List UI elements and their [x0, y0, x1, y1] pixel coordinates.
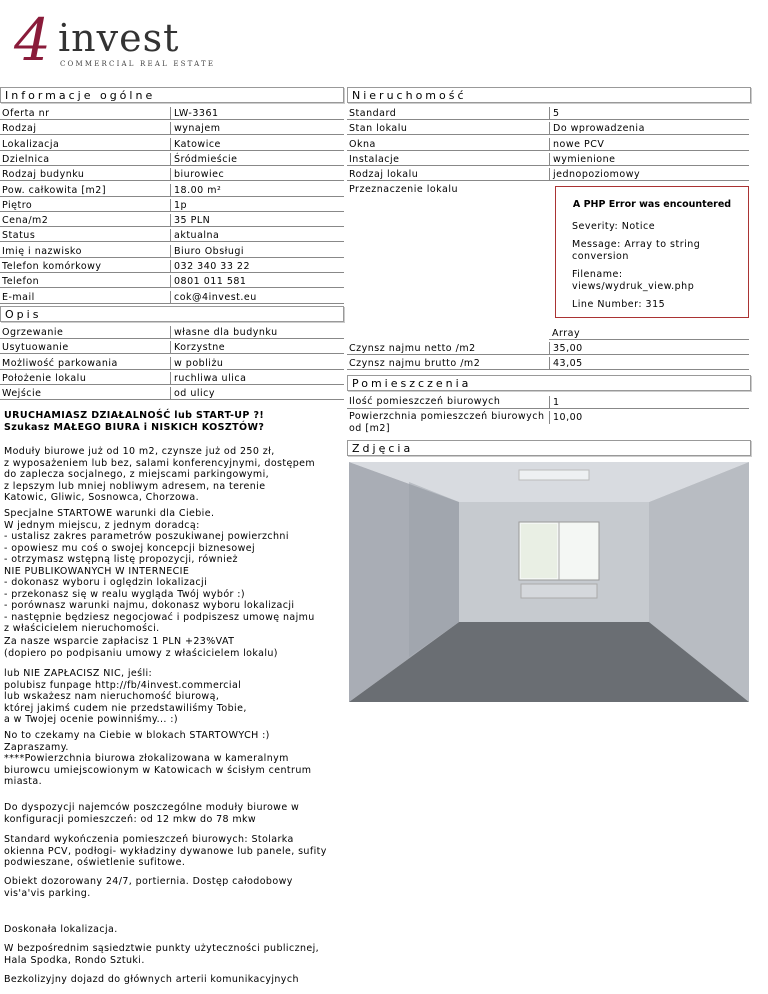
rooms-value: 1 [549, 396, 749, 409]
rooms-value: 10,00 [549, 411, 749, 424]
general-label: Pow. całkowita [m2] [0, 184, 170, 197]
general-label: Piętro [0, 199, 170, 212]
general-label: Telefon [0, 275, 170, 288]
property-label: Instalacje [347, 153, 549, 166]
description-label: Wejście [0, 387, 170, 400]
general-label: Dzielnica [0, 153, 170, 166]
property-value: nowe PCV [549, 138, 749, 151]
rooms-label: Powierzchnia pomieszczeń biurowych od [m2] [349, 411, 545, 434]
description-value: od ulicy [170, 387, 344, 400]
general-value: Śródmieście [170, 153, 344, 166]
rent-value: 35,00 [549, 342, 749, 355]
rent-value: 43,05 [549, 357, 749, 370]
description-paragraph: Moduły biurowe już od 10 m2, czynsze już od 250 zł, z wyposażeniem lub bez, salami konferencyjnymi, dostępem do zaplecza socjalnego, z miejscami parkingowymi, z lepszym lub mniej nobliwym adresem, na terenie Katowic, Gliwic, Sosnowca, Chorzowa. [4, 446, 316, 503]
description-paragraph: Specjalne STARTOWE warunki dla Ciebie. W jednym miejscu, z jednym doradcą: - ustalisz zakres parametrów poszukiwanej powierzchni - opowiesz mu coś o swojej koncepcji biznesowej - otrzymasz wstępną listę propozycji, również NIE PUBLIKOWANYCH W INTERNECIE - dokonasz wyboru i oględzin lokalizacji - przekonasz się w realu wygląda Twój wybór :) - porównasz warunki najmu, dokonasz wyboru lokalizacji - następnie będziesz negocjować i podpiszesz umowę najmu z właścicielem nieruchomości. [4, 508, 315, 634]
description-paragraph: lub NIE ZAPŁACISZ NIC, jeśli: polubisz funpage http://fb/4invest.commercial lub wskażesz nam nieruchomość biurową, której jakimś cudem nie przedstawiliśmy Tobie, a w Twojej ocenie powinniśmy... :) [4, 668, 247, 725]
property-section-header: Nieruchomość [347, 87, 751, 103]
general-label: Oferta nr [0, 107, 170, 120]
description-headline: URUCHAMIASZ DZIAŁALNOŚĆ lub START-UP ?! Szukasz MAŁEGO BIURA i NISKICH KOSZTÓW? [4, 410, 265, 433]
rooms-label: Ilość pomieszczeń biurowych [347, 396, 549, 409]
general-label: Status [0, 229, 170, 242]
general-value: biurowiec [170, 168, 344, 181]
general-value: Biuro Obsługi [170, 245, 344, 258]
property-value: Do wprowadzenia [549, 122, 749, 135]
property-label: Stan lokalu [347, 122, 549, 135]
description-paragraph: Doskonała lokalizacja. [4, 924, 118, 935]
description-paragraph: W bezpośrednim sąsiedztwie punkty użyteczności publicznej, Hala Spodka, Rondo Sztuki. [4, 943, 320, 966]
description-label: Ogrzewanie [0, 326, 170, 339]
description-label: Położenie lokalu [0, 372, 170, 385]
general-label: Telefon komórkowy [0, 260, 170, 273]
rent-label: Czynsz najmu brutto /m2 [347, 357, 549, 370]
property-label: Standard [347, 107, 549, 120]
description-label: Usytuowanie [0, 341, 170, 354]
general-value: 032 340 33 22 [170, 260, 344, 273]
general-value: LW-3361 [170, 107, 344, 120]
general-value: 35 PLN [170, 214, 344, 227]
description-section-header: Opis [0, 306, 344, 322]
description-value: ruchliwa ulica [170, 372, 344, 385]
property-value: jednopoziomowy [549, 168, 749, 181]
purpose-array-value: Array [549, 327, 749, 340]
logo-digit: 4 [14, 6, 51, 74]
rent-label: Czynsz najmu netto /m2 [347, 342, 549, 355]
general-section-header: Informacje ogólne [0, 87, 344, 103]
general-value: cok@4invest.eu [170, 291, 344, 304]
description-value: własne dla budynku [170, 326, 344, 339]
general-label: Lokalizacja [0, 138, 170, 151]
error-filename: Filename: views/wydruk_view.php [572, 269, 695, 292]
general-label: Rodzaj budynku [0, 168, 170, 181]
general-value: 0801 011 581 [170, 275, 344, 288]
property-label: Rodzaj lokalu [347, 168, 549, 181]
general-value: 1p [170, 199, 344, 212]
logo-subtitle: COMMERCIAL REAL ESTATE [60, 60, 216, 68]
property-label: Okna [347, 138, 549, 151]
general-label: E-mail [0, 291, 170, 304]
general-value: wynajem [170, 122, 344, 135]
error-title: A PHP Error was encountered [572, 199, 732, 210]
general-label: Imię i nazwisko [0, 245, 170, 258]
description-paragraph: No to czekamy na Ciebie w blokach STARTOWYCH :) Zapraszamy. ****Powierzchnia biurowa złokalizowana w kameralnym biurowcu umiejscowionym w Katowicach w ścisłym centrum miasta. [4, 730, 312, 787]
error-severity: Severity: Notice [572, 221, 656, 232]
general-value: 18.00 m² [170, 184, 344, 197]
php-error-box [555, 186, 749, 318]
description-value: Korzystne [170, 341, 344, 354]
description-paragraph: Obiekt dozorowany 24/7, portiernia. Dostęp całodobowy vis'a'vis parking. [4, 876, 293, 899]
description-paragraph: Standard wykończenia pomieszczeń biurowych: Stolarka okienna PCV, podłogi- wykładziny dywanowe lub panele, sufity podwieszane, oświetlenie sufitowe. [4, 834, 327, 868]
logo-word: invest [58, 16, 180, 60]
description-paragraph: Bezkolizyjny dojazd do głównych arterii komunikacyjnych [4, 974, 299, 985]
description-value: w pobliżu [170, 357, 344, 370]
photos-section-header: Zdjęcia [347, 440, 751, 456]
description-paragraph: Za nasze wsparcie zapłacisz 1 PLN +23%VAT (dopiero po podpisaniu umowy z właścicielem lokalu) [4, 636, 278, 659]
general-value: Katowice [170, 138, 344, 151]
description-paragraph: Do dyspozycji najemców poszczególne moduły biurowe w konfiguracji pomieszczeń: od 12 mkw do 78 mkw [4, 802, 300, 825]
general-label: Cena/m2 [0, 214, 170, 227]
general-label: Rodzaj [0, 122, 170, 135]
general-value: aktualna [170, 229, 344, 242]
property-value: 5 [549, 107, 749, 120]
purpose-label: Przeznaczenie lokalu [349, 184, 458, 195]
property-value: wymienione [549, 153, 749, 166]
office-photo [349, 462, 749, 702]
description-label: Możliwość parkowania [0, 357, 170, 370]
rooms-section-header: Pomieszczenia [347, 375, 751, 391]
error-line: Line Number: 315 [572, 299, 666, 310]
error-message: Message: Array to string conversion [572, 239, 701, 262]
